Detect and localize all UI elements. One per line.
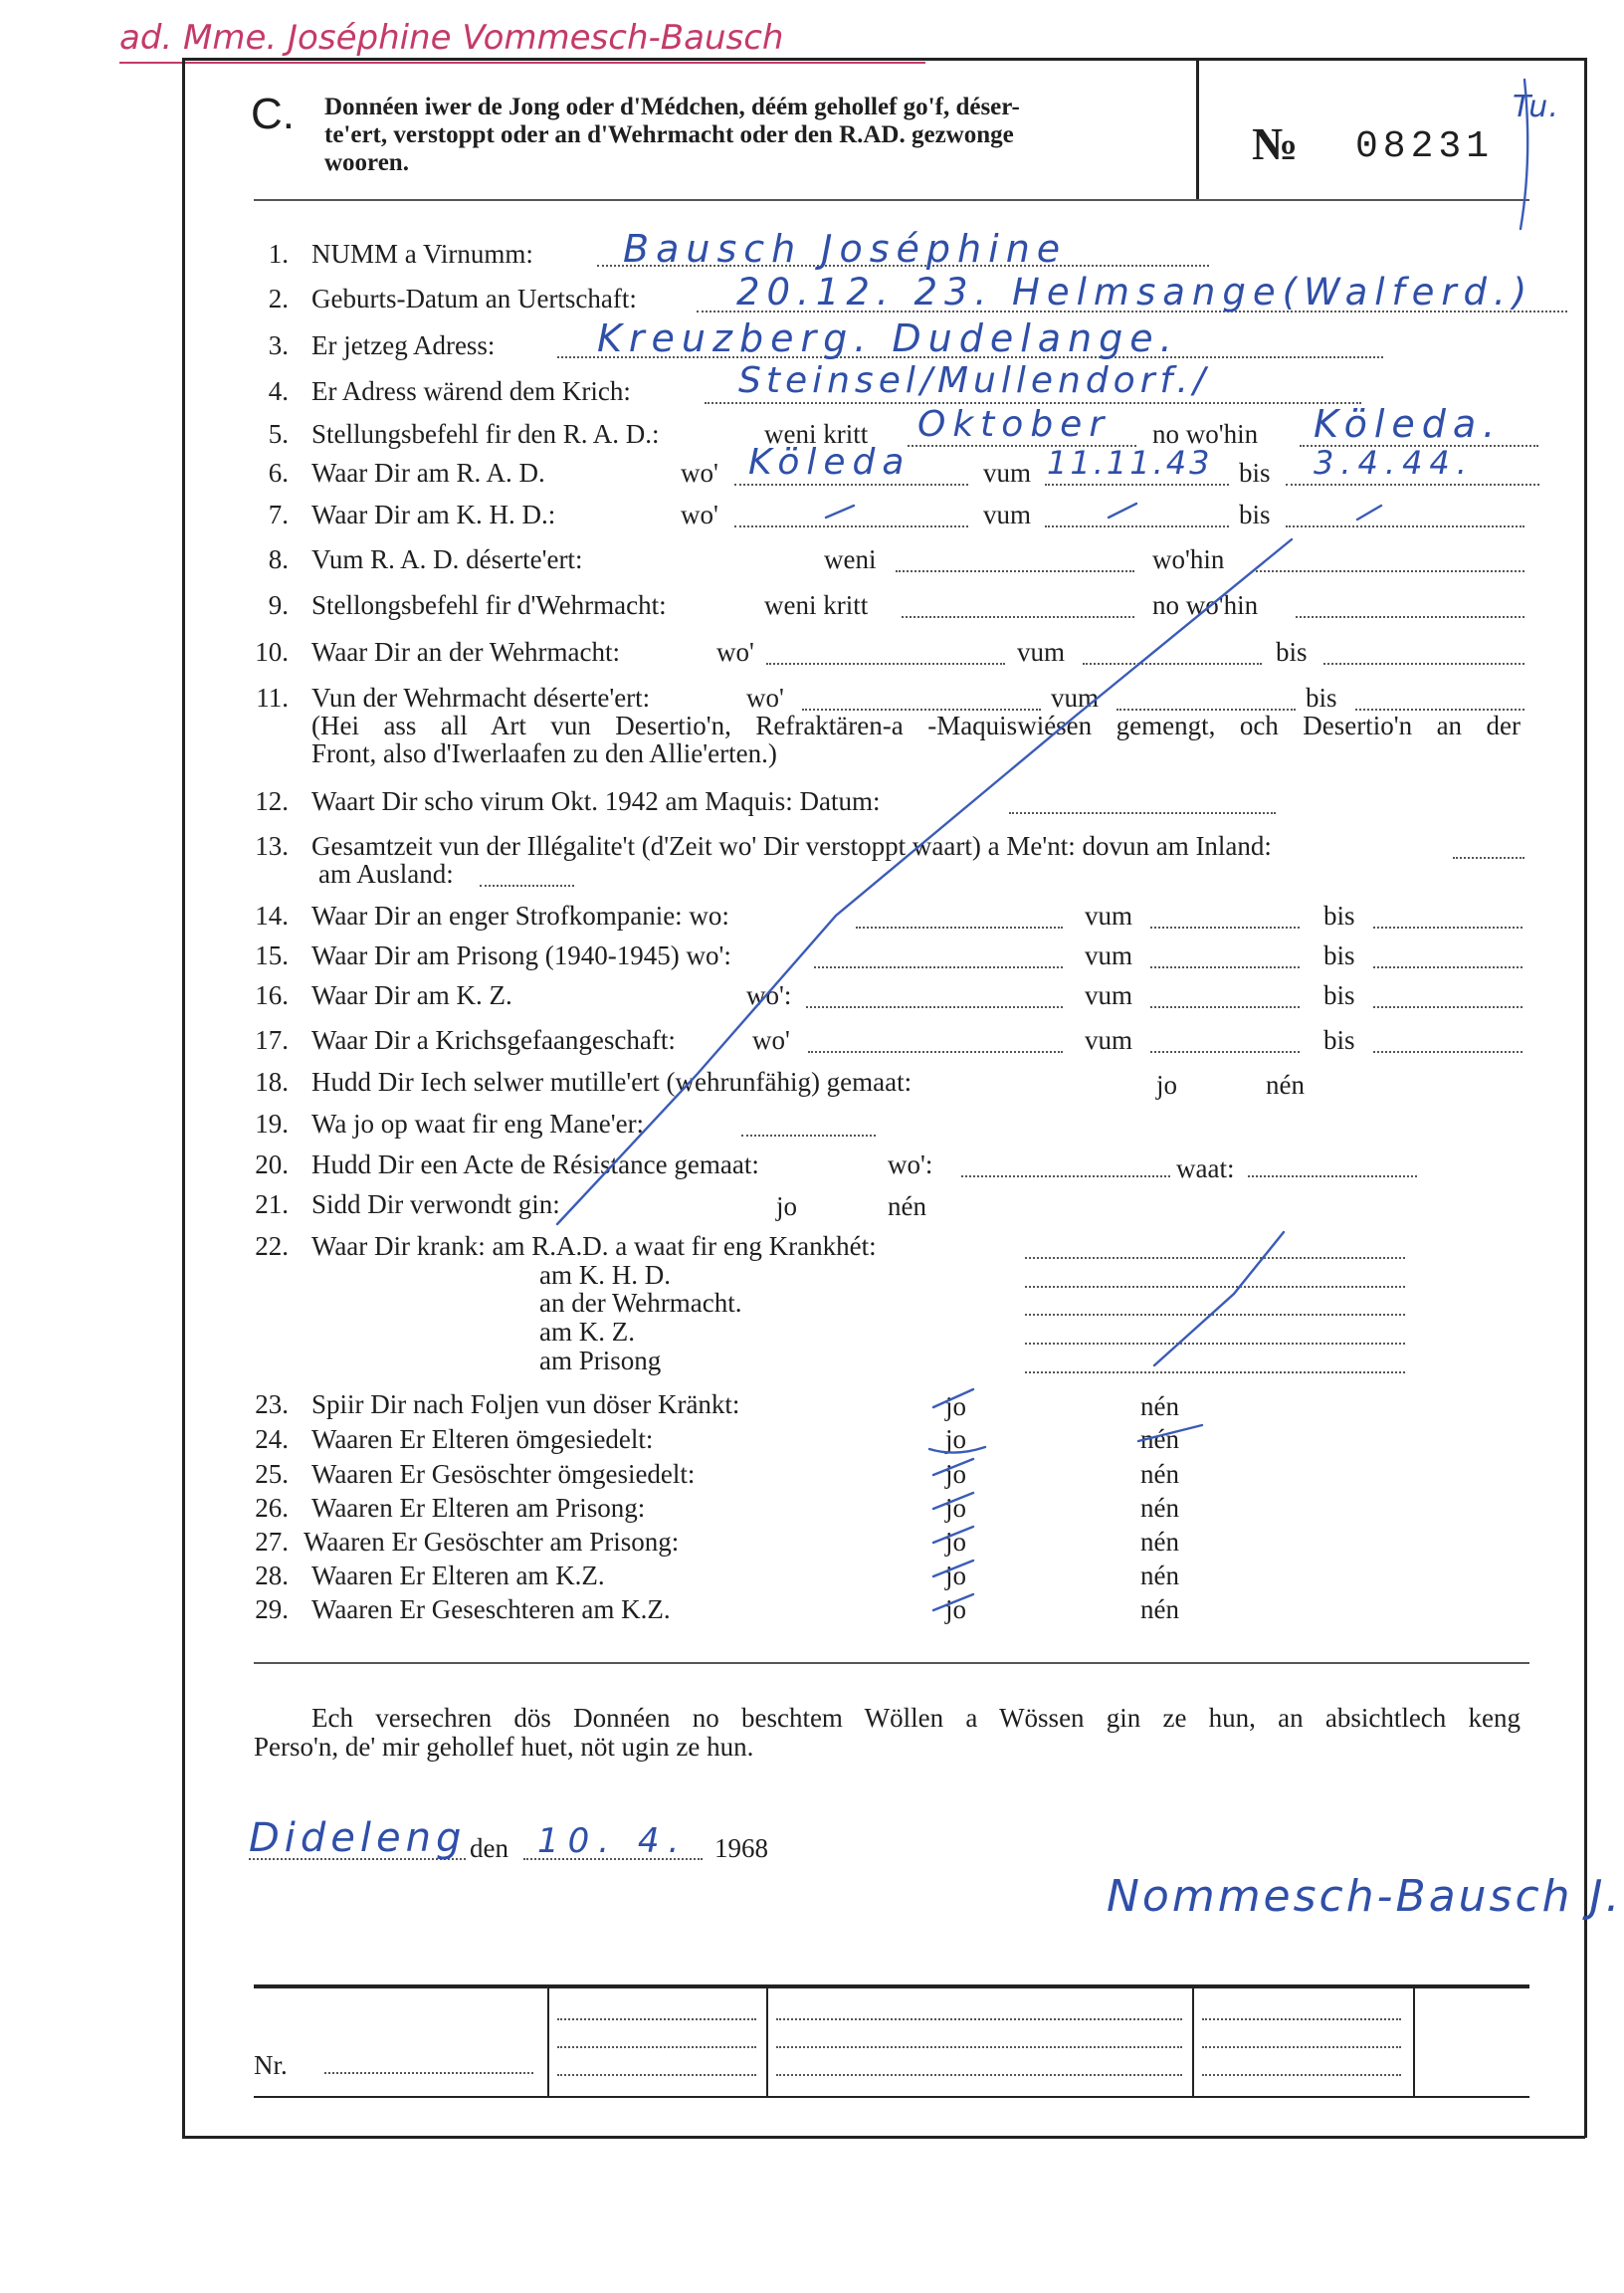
header-separator	[254, 199, 1529, 201]
header-title-2: te'ert, verstoppt oder an d'Wehrmacht oder den R.AD. gezwonge	[324, 121, 1014, 148]
item-label: Stellungsbefehl fir den R. A. D.:	[311, 419, 660, 449]
nr-label: Nr.	[254, 2050, 288, 2080]
fill-line	[1296, 616, 1524, 618]
khd-dash-2	[1109, 504, 1136, 518]
fill-line	[1025, 1286, 1405, 1288]
section-letter: C.	[251, 90, 295, 138]
nen-option: nén	[1140, 1424, 1179, 1454]
rad-place-value: Köleda	[748, 442, 912, 483]
fill-line	[1248, 1175, 1417, 1177]
item-number: 14.	[255, 901, 289, 931]
fill-line	[808, 1051, 1063, 1053]
item-label: Vun der Wehrmacht déserte'ert:	[311, 683, 651, 713]
address-value: Kreuzberg. Dudelange.	[597, 316, 1179, 360]
fill-line	[557, 2046, 756, 2048]
declaration-line-1: Ech versechren dös Donnéen no beschtem Wöllen a Wössen gin ze hun, an absichtlech keng	[311, 1703, 1521, 1733]
item-number: 4.	[268, 376, 289, 406]
item-label: Geburts-Datum an Uertschaft:	[311, 284, 637, 313]
fill-line	[776, 2074, 1182, 2076]
fill-line	[557, 2074, 756, 2076]
item-number: 10.	[255, 637, 289, 667]
item-number: 15.	[255, 940, 289, 970]
signature: Nommesch-Bausch J.	[1107, 1871, 1623, 1922]
frame-top	[182, 58, 1585, 61]
number-value: 08231	[1355, 125, 1495, 168]
footer-col-3	[1192, 1986, 1194, 2096]
item-number: 1.	[268, 239, 289, 269]
footer-col-4	[1413, 1986, 1415, 2096]
fill-line	[1323, 663, 1524, 665]
fill-line	[1373, 966, 1522, 968]
header-number-box-divider	[1196, 60, 1199, 201]
fill-line	[1150, 1006, 1300, 1008]
vum-label: vum	[983, 458, 1032, 488]
fill-line	[1202, 2046, 1401, 2048]
fill-line	[1373, 927, 1522, 929]
item-label: Waaren Er Gesöschter ömgesiedelt:	[311, 1459, 696, 1489]
bis-label: bis	[1323, 1025, 1355, 1055]
item-label: Waart Dir scho virum Okt. 1942 am Maquis: Datum:	[311, 786, 881, 816]
footer-col-2	[766, 1986, 768, 2096]
fill-line	[480, 885, 574, 887]
nen-option: nén	[1140, 1527, 1179, 1557]
fill-line	[1045, 525, 1229, 527]
jo-option: jo	[945, 1594, 967, 1624]
wo-label: wo':	[888, 1149, 933, 1179]
fill-line	[1373, 1006, 1522, 1008]
jo-option: jo	[945, 1459, 967, 1489]
diagonal-strike	[557, 539, 1292, 1224]
fill-line	[741, 1135, 876, 1137]
item-number: 9.	[268, 590, 289, 620]
nen-option: nén	[888, 1191, 926, 1221]
item-label: Hudd Dir Iech selwer mutille'ert (wehrunfähig) gemaat:	[311, 1067, 913, 1097]
frame-right	[1584, 58, 1587, 2138]
illness-sub-khd: am K. H. D.	[539, 1260, 671, 1290]
nen-option: nén	[1140, 1594, 1179, 1624]
fill-line	[1150, 966, 1300, 968]
illness-sub-wehrmacht: an der Wehrmacht.	[539, 1288, 742, 1318]
wohin-label: wo'hin	[1152, 544, 1225, 574]
vum-label: vum	[1017, 637, 1066, 667]
top-annotation: ad. Mme. Joséphine Vommesch-Bausch	[119, 18, 784, 58]
item-label: Waaren Er Elteren am Prisong:	[311, 1493, 646, 1523]
fill-line	[734, 525, 968, 527]
fill-line	[814, 966, 1063, 968]
footer-col-1	[547, 1986, 549, 2096]
declaration-line-2: Perso'n, de' mir gehollef huet, nöt ugin ze hun.	[254, 1732, 754, 1762]
illness-sub-kz: am K. Z.	[539, 1317, 635, 1347]
item-number: 21.	[255, 1189, 289, 1219]
wohin-label: no wo'hin	[1152, 590, 1259, 620]
wo-label: wo':	[746, 980, 792, 1010]
item-label: Waaren Er Elteren ömgesiedelt:	[311, 1424, 654, 1454]
fill-line	[1202, 2018, 1401, 2020]
birth-value: 20.12. 23. Helmsange(Walferd.)	[736, 271, 1534, 313]
fill-line	[1025, 1371, 1405, 1373]
item-number: 11.	[256, 683, 289, 713]
date-value: 10. 4.	[537, 1821, 689, 1861]
item-number: 29.	[255, 1594, 289, 1624]
item-label: Hudd Dir een Acte de Résistance gemaat:	[311, 1149, 759, 1179]
item-label: Waar Dir an enger Strofkompanie: wo:	[311, 901, 729, 931]
war-address-value: Steinsel/Mullendorf./	[738, 360, 1211, 401]
fill-line	[776, 2046, 1182, 2048]
vum-label: vum	[1085, 940, 1133, 970]
fill-line	[1025, 1314, 1405, 1316]
item-number: 2.	[268, 284, 289, 313]
weni-kritt-label: weni kritt	[764, 590, 869, 620]
wo-label: wo'	[746, 683, 784, 713]
jo-option: jo	[1156, 1070, 1178, 1100]
nen-option: nén	[1266, 1070, 1305, 1100]
rad-order-date-value: Oktober	[917, 404, 1112, 445]
weni-kritt-label: weni kritt	[764, 419, 869, 449]
fill-line	[1286, 525, 1524, 527]
fill-line	[766, 663, 1005, 665]
header-title-1: Donnéen iwer de Jong oder d'Médchen, déém gehollef go'f, déser-	[324, 94, 1020, 120]
wohin-label: no wo'hin	[1152, 419, 1259, 449]
fill-line	[1150, 1051, 1300, 1053]
item-label: Spiir Dir nach Foljen vun döser Kränkt:	[311, 1389, 740, 1419]
fill-line	[902, 616, 1134, 618]
fill-line	[776, 2018, 1182, 2020]
fill-line	[1256, 570, 1524, 572]
item-label: Waar Dir am R. A. D.	[311, 458, 545, 488]
vum-label: vum	[1085, 901, 1133, 931]
fill-line	[1025, 1343, 1405, 1345]
fill-line	[324, 2072, 533, 2074]
desertion-note-2: Front, also d'Iwerlaafen zu den Allie'erten.)	[311, 738, 777, 768]
place-value: Dideleng	[249, 1815, 467, 1861]
year-label: 1968	[714, 1833, 768, 1863]
frame-left	[182, 58, 185, 2138]
item-label: Waaren Er Gesöschter am Prisong:	[304, 1527, 680, 1557]
bis-label: bis	[1276, 637, 1308, 667]
item-number: 26.	[255, 1493, 289, 1523]
item-label: Waar Dir am Prisong (1940-1945) wo':	[311, 940, 731, 970]
rad-to-value: 3.4.44.	[1314, 444, 1474, 482]
item-label: Waaren Er Geseschteren am K.Z.	[311, 1594, 671, 1624]
vum-label: vum	[983, 500, 1032, 529]
item-label: Er jetzeg Adress:	[311, 330, 496, 360]
item-number: 7.	[268, 500, 289, 529]
item-label: Gesamtzeit vun der Illégalite't (d'Zeit wo' Dir verstoppt waart) a Me'nt: dovun am Inland:	[311, 831, 1272, 861]
rad-from-value: 11.11.43	[1047, 444, 1213, 482]
item-label: Waar Dir a Krichsgefaangeschaft:	[311, 1025, 676, 1055]
jo-option: jo	[776, 1191, 798, 1221]
item-number: 6.	[268, 458, 289, 488]
fill-line	[557, 2018, 756, 2020]
item-number: 18.	[255, 1067, 289, 1097]
fill-line	[1373, 1051, 1522, 1053]
item-label: Stellongsbefehl fir d'Wehrmacht:	[311, 590, 667, 620]
nen-option: nén	[1140, 1459, 1179, 1489]
waat-label: waat:	[1176, 1153, 1235, 1183]
fill-line	[734, 484, 968, 486]
item-number: 25.	[255, 1459, 289, 1489]
item-label: Sidd Dir verwondt gin:	[311, 1189, 560, 1219]
nen-option: nén	[1140, 1493, 1179, 1523]
illness-sub-prisong: am Prisong	[539, 1346, 662, 1375]
frame-bottom	[182, 2136, 1585, 2139]
item-label-ausland: am Ausland:	[318, 859, 454, 889]
bis-label: bis	[1323, 901, 1355, 931]
corner-mark: Tu.	[1513, 90, 1559, 124]
name-value: Bausch Joséphine	[623, 227, 1068, 271]
bis-label: bis	[1323, 940, 1355, 970]
fill-line	[1083, 663, 1262, 665]
item-number: 17.	[255, 1025, 289, 1055]
fill-line	[1202, 2074, 1401, 2076]
annotation-underline	[119, 62, 925, 64]
fill-line	[1453, 857, 1524, 859]
bis-label: bis	[1306, 683, 1337, 713]
item-number: 24.	[255, 1424, 289, 1454]
fill-line	[1150, 927, 1300, 929]
item-label: Wa jo op waat fir eng Mane'er:	[311, 1109, 645, 1139]
declaration-separator	[254, 1662, 1529, 1664]
den-label: den	[470, 1833, 508, 1863]
item-label: Waaren Er Elteren am K.Z.	[311, 1561, 605, 1590]
bis-label: bis	[1239, 500, 1271, 529]
item-number: 8.	[268, 544, 289, 574]
item-number: 28.	[255, 1561, 289, 1590]
item-number: 13.	[255, 831, 289, 861]
item-number: 23.	[255, 1389, 289, 1419]
bis-label: bis	[1239, 458, 1271, 488]
footer-top-rule	[254, 1984, 1529, 1988]
item-label: Waar Dir am K. H. D.:	[311, 500, 556, 529]
rad-order-place-value: Köleda.	[1314, 402, 1503, 446]
item-number: 27.	[255, 1527, 289, 1557]
item-label: Waar Dir am K. Z.	[311, 980, 512, 1010]
item-number: 5.	[268, 419, 289, 449]
header-title-3: wooren.	[324, 149, 409, 176]
item-number: 16.	[255, 980, 289, 1010]
item-number: 19.	[255, 1109, 289, 1139]
item-number: 12.	[255, 786, 289, 816]
fill-line	[1286, 484, 1539, 486]
desertion-note-1: (Hei ass all Art vun Desertio'n, Refraktären-a -Maquiswiésen gemengt, och Desertio'n an der	[311, 711, 1521, 740]
fill-line	[1009, 812, 1276, 814]
fill-line	[1025, 1257, 1405, 1259]
item-label: Waar Dir an der Wehrmacht:	[311, 637, 621, 667]
fill-line	[806, 1006, 1063, 1008]
item-number: 20.	[255, 1149, 289, 1179]
item-label: NUMM a Virnumm:	[311, 239, 533, 269]
item-label: Waar Dir krank: am R.A.D. a waat fir eng Krankhét:	[311, 1231, 877, 1261]
wo-label: wo'	[716, 637, 754, 667]
item-number: 3.	[268, 330, 289, 360]
item-number: 22.	[255, 1231, 289, 1261]
number-label: №	[1252, 118, 1299, 169]
bis-label: bis	[1323, 980, 1355, 1010]
item-label: Er Adress wärend dem Krich:	[311, 376, 631, 406]
item-label: Vum R. A. D. déserte'ert:	[311, 544, 583, 574]
khd-dash-1	[826, 506, 854, 518]
footer-bottom-rule	[254, 2096, 1529, 2098]
fill-line	[896, 570, 1134, 572]
vum-label: vum	[1085, 1025, 1133, 1055]
jo-option: jo	[945, 1493, 967, 1523]
nen-option: nén	[1140, 1561, 1179, 1590]
wo-label: wo'	[752, 1025, 790, 1055]
jo-option: jo	[945, 1391, 967, 1421]
fill-line	[1045, 484, 1229, 486]
vum-label: vum	[1051, 683, 1100, 713]
wo-label: wo'	[681, 500, 718, 529]
illness-strike	[1154, 1232, 1284, 1365]
fill-line	[856, 927, 1063, 929]
khd-dash-3	[1357, 506, 1381, 520]
jo-option: jo	[945, 1527, 967, 1557]
weni-label: weni	[824, 544, 877, 574]
nen-option: nén	[1140, 1391, 1179, 1421]
wo-label: wo'	[681, 458, 718, 488]
fill-line	[961, 1175, 1170, 1177]
jo-option: jo	[945, 1424, 967, 1454]
vum-label: vum	[1085, 980, 1133, 1010]
jo-option: jo	[945, 1561, 967, 1590]
